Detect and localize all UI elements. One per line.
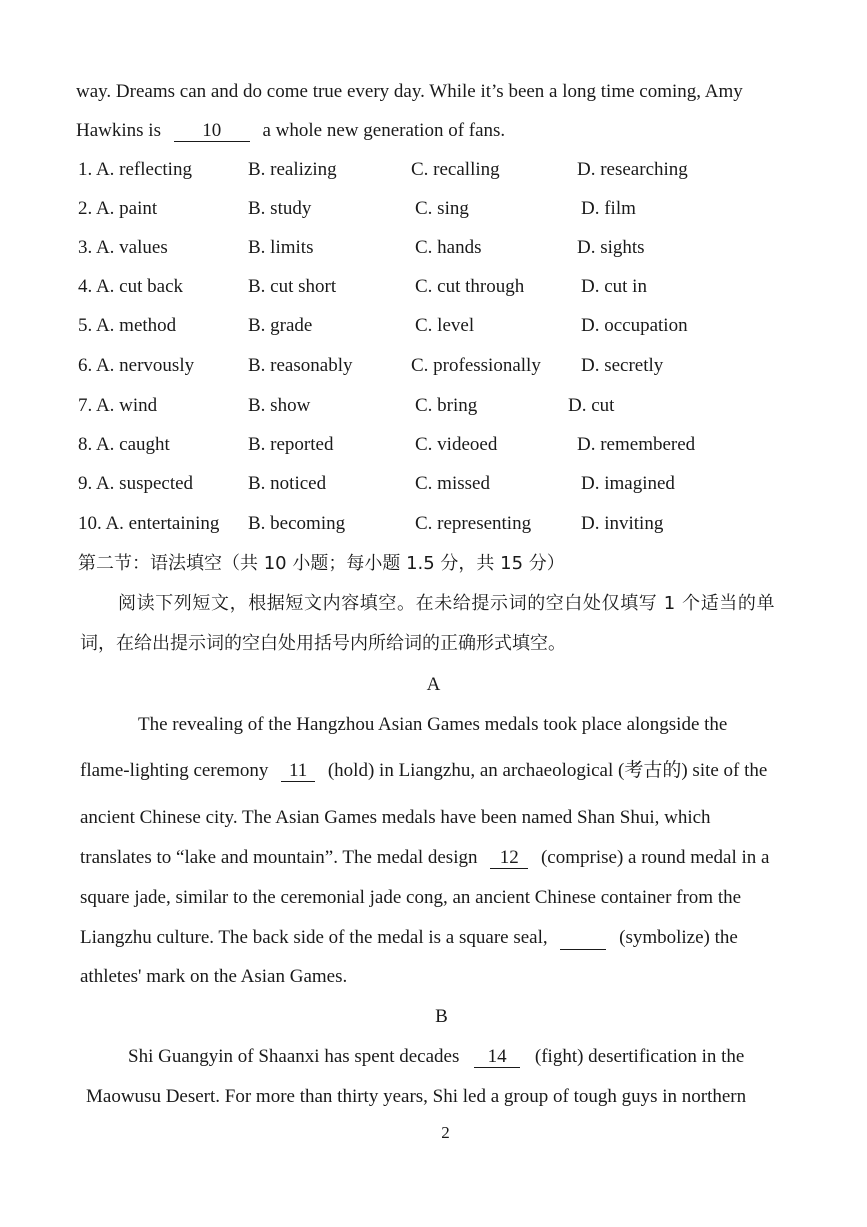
passage-b-label: B	[435, 1006, 448, 1027]
intro-line-1: way. Dreams can and do come true every day. While it’s been a long time coming, Amy	[76, 81, 743, 102]
passage-a-line-6-before: Liangzhu culture. The back side of the medal is a square seal,	[80, 927, 548, 948]
option-d: D. sights	[577, 237, 645, 258]
option-c: C. missed	[415, 473, 490, 494]
passage-b-line-2: Maowusu Desert. For more than thirty years, Shi led a group of tough guys in northern	[86, 1086, 747, 1107]
option-c: C. recalling	[411, 159, 500, 180]
option-row-4	[78, 274, 798, 300]
passage-a-line-2	[80, 759, 767, 783]
passage-a-line-6	[80, 926, 738, 950]
passage-a-label: A	[426, 674, 441, 695]
option-row-1	[78, 157, 798, 183]
option-b: B. realizing	[248, 159, 337, 180]
option-c: C. representing	[415, 513, 532, 534]
option-row-5	[78, 313, 798, 339]
passage-a-line-1: The revealing of the Hangzhou Asian Games medals took place alongside the	[138, 714, 728, 735]
option-c: C. videoed	[415, 434, 498, 455]
option-c: C. professionally	[411, 355, 541, 376]
option-row-2	[78, 196, 798, 222]
passage-a-line-5: square jade, similar to the ceremonial jade cong, an ancient Chinese container from the	[80, 887, 742, 908]
option-d: D. occupation	[581, 315, 688, 336]
answer-blank-12: 12	[490, 848, 528, 869]
passage-b-line-1-before: Shi Guangyin of Shaanxi has spent decades	[128, 1046, 460, 1067]
option-c: C. level	[415, 315, 475, 336]
passage-a-line-2-after: (hold) in Liangzhu, an archaeological (考古的) site of the	[327, 760, 768, 781]
option-row-3	[78, 235, 798, 261]
passage-a-line-6-after: (symbolize) the	[619, 927, 738, 948]
option-a: 6. A. nervously	[78, 355, 195, 376]
option-a: 4. A. cut back	[78, 276, 184, 297]
intro-line-2-before: Hawkins is	[76, 120, 161, 141]
passage-a-line-4	[80, 846, 769, 870]
intro-line-2-after: a whole new generation of fans.	[262, 120, 506, 141]
option-a: 3. A. values	[78, 237, 168, 258]
option-d: D. inviting	[581, 513, 664, 534]
option-d: D. remembered	[577, 434, 696, 455]
option-a: 9. A. suspected	[78, 473, 194, 494]
option-b: B. limits	[248, 237, 314, 258]
option-a: 7. A. wind	[78, 395, 158, 416]
option-d: D. secretly	[581, 355, 664, 376]
option-b: B. study	[248, 198, 312, 219]
option-c: C. hands	[415, 237, 482, 258]
section-heading: 第二节：语法填空（共 10 小题；每小题 1.5 分，共 15 分）	[78, 553, 565, 574]
instructions-line-2: 词，在给出提示词的空白处用括号内所给词的正确形式填空。	[80, 633, 566, 654]
answer-blank-10: 10	[174, 121, 250, 142]
intro-line-2	[76, 119, 505, 143]
answer-blank-14: 14	[474, 1047, 520, 1068]
passage-a-line-4-before: translates to “lake and mountain”. The medal design	[80, 847, 478, 868]
option-row-6	[78, 353, 798, 379]
passage-b-line-1	[128, 1045, 744, 1069]
option-d: D. imagined	[581, 473, 675, 494]
option-row-9	[78, 471, 798, 497]
option-c: C. sing	[415, 198, 469, 219]
option-a: 2. A. paint	[78, 198, 158, 219]
option-b: B. reasonably	[248, 355, 353, 376]
option-b: B. reported	[248, 434, 334, 455]
option-row-8	[78, 432, 798, 458]
option-d: D. cut in	[581, 276, 647, 297]
option-a: 5. A. method	[78, 315, 177, 336]
option-d: D. film	[581, 198, 636, 219]
passage-a-line-4-after: (comprise) a round medal in a	[540, 847, 770, 868]
answer-blank-13	[560, 929, 606, 950]
option-d: D. cut	[568, 395, 615, 416]
option-c: C. bring	[415, 395, 478, 416]
option-b: B. show	[248, 395, 311, 416]
passage-a-line-3: ancient Chinese city. The Asian Games medals have been named Shan Shui, which	[80, 807, 711, 828]
option-a: 1. A. reflecting	[78, 159, 192, 180]
option-c: C. cut through	[415, 276, 525, 297]
option-b: B. cut short	[248, 276, 337, 297]
instructions-line-1: 阅读下列短文，根据短文内容填空。在未给提示词的空白处仅填写 1 个适当的单	[118, 593, 776, 614]
option-row-10	[78, 511, 798, 537]
answer-blank-11: 11	[281, 761, 315, 782]
option-d: D. researching	[577, 159, 688, 180]
option-b: B. becoming	[248, 513, 346, 534]
option-row-7	[78, 393, 798, 419]
option-a: 8. A. caught	[78, 434, 170, 455]
option-b: B. noticed	[248, 473, 327, 494]
page-number: 2	[441, 1123, 450, 1142]
passage-a-line-2-before: flame-lighting ceremony	[80, 760, 269, 781]
option-b: B. grade	[248, 315, 313, 336]
passage-a-line-7: athletes' mark on the Asian Games.	[80, 966, 348, 987]
passage-b-line-1-after: (fight) desertification in the	[534, 1046, 745, 1067]
option-a: 10. A. entertaining	[78, 513, 220, 534]
